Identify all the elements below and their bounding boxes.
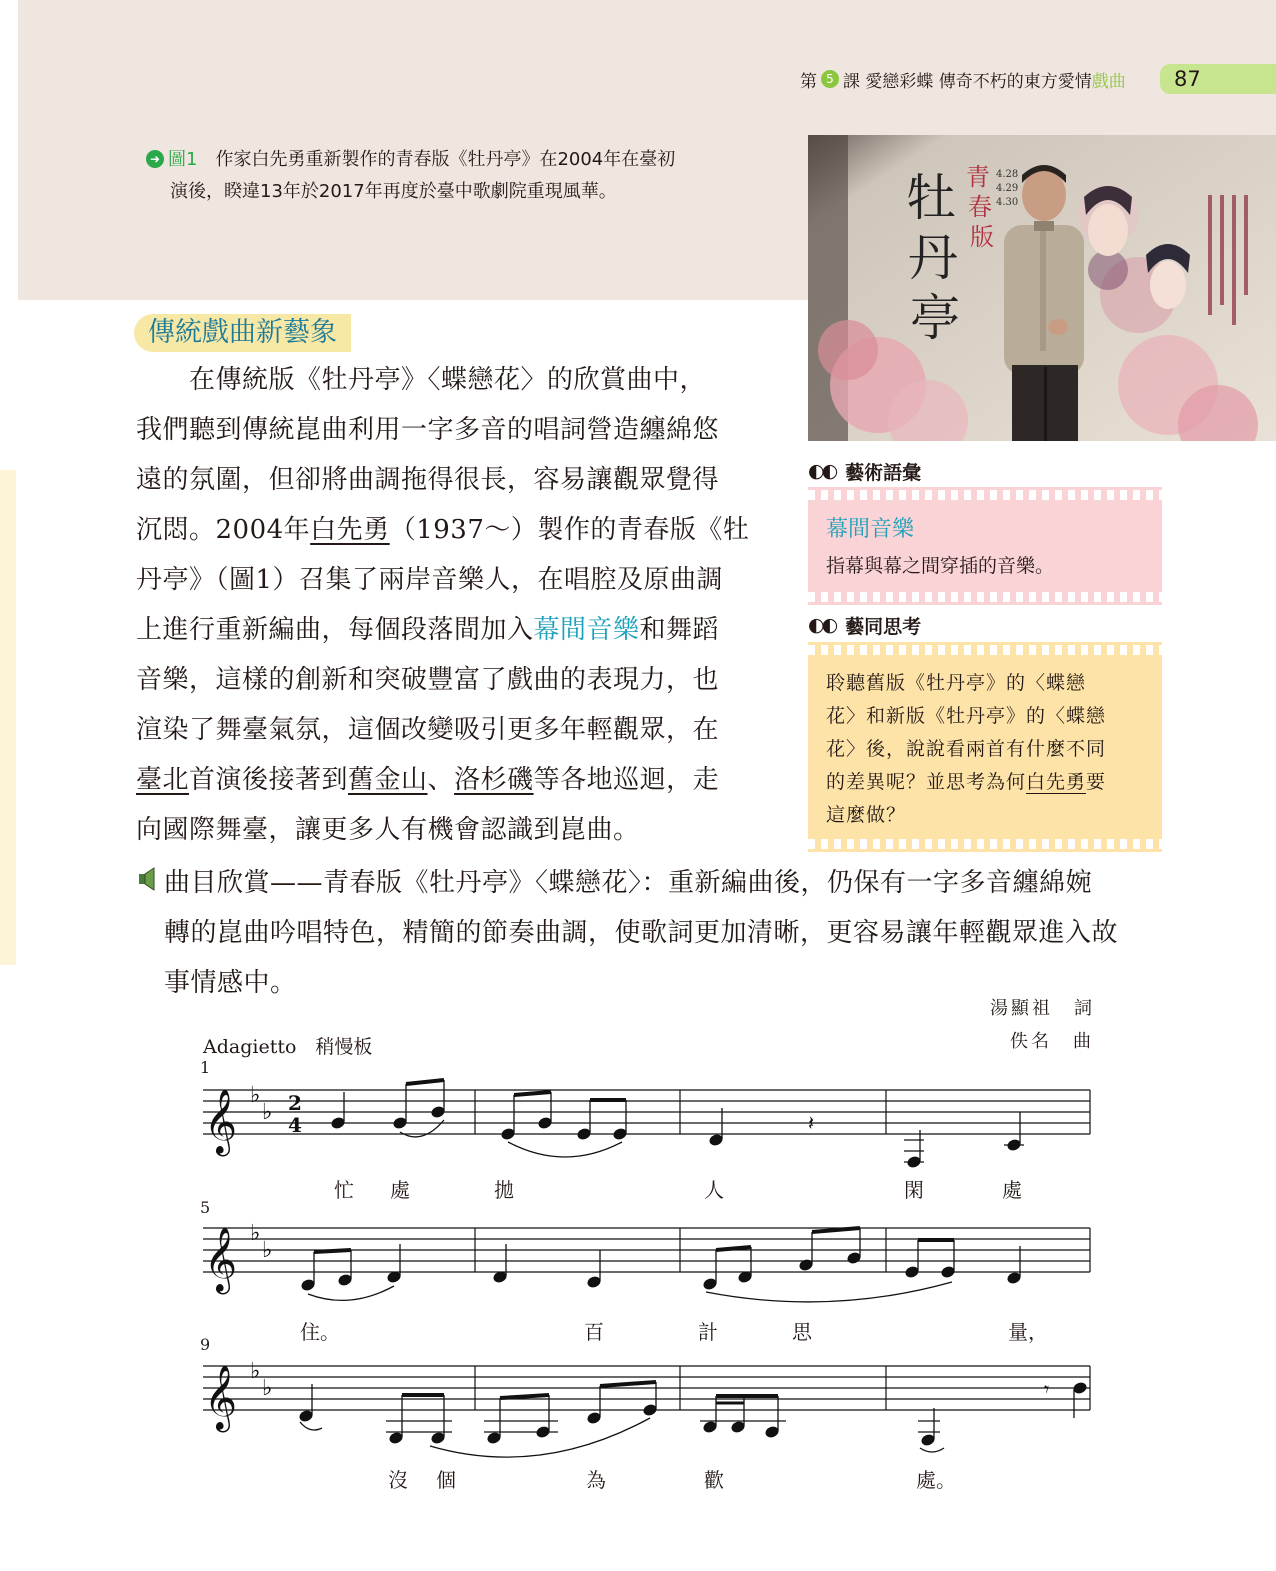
- page-number: 87: [1160, 64, 1276, 94]
- header-prefix: 第: [800, 71, 817, 92]
- body-line-1: 在傳統版《牡丹亭》〈蝶戀花〉的欣賞曲中，: [136, 365, 707, 395]
- art-think-line-4-b: 要: [1086, 771, 1107, 793]
- caption-line-1: 作家白先勇重新製作的青春版《牡丹亭》在2004年在臺初: [215, 149, 676, 170]
- body-line-8: 渲染了舞臺氣氛，這個改變吸引更多年輕觀眾，在: [136, 715, 720, 745]
- tempo-marking: Adagietto 稍慢板: [203, 1036, 373, 1058]
- lyric-1-6: 處: [1002, 1178, 1022, 1202]
- caption-line-2: 演後，睽違13年於2017年再度於臺中歌劇院重現風華。: [170, 181, 617, 202]
- flat-2a: ♭: [250, 1221, 261, 1246]
- treble-clef-3: 𝄞: [204, 1365, 238, 1430]
- treble-clef-1: 𝄞: [204, 1089, 238, 1154]
- staff-3: [203, 1366, 1090, 1410]
- body-line-7: 音樂，這樣的創新和突破豐富了戲曲的表現力，也: [136, 665, 720, 695]
- appreciation-line-3: 事情感中。: [164, 968, 297, 998]
- art-think-line-3: 花〉後，說說看兩首有什麼不同: [826, 738, 1107, 760]
- vocab-definition: 指幕與幕之間穿插的音樂。: [826, 555, 1055, 577]
- body-line-9-b: 、: [427, 765, 455, 795]
- lyric-2-4: 思: [792, 1320, 812, 1344]
- flat-1b: ♭: [262, 1100, 273, 1125]
- body-line-4-b: （1937～）製作的青春版《牡: [389, 515, 750, 545]
- notes-staff-2: [301, 1228, 1021, 1291]
- flat-2b: ♭: [262, 1238, 273, 1263]
- art-think-line-1: 聆聽舊版《牡丹亭》的〈蝶戀: [826, 672, 1087, 694]
- art-think-line-5: 這麼做？: [826, 804, 907, 826]
- poster-date-3: 4.30: [996, 197, 1019, 208]
- slurs: [300, 1120, 952, 1457]
- figure-label: 圖1: [168, 149, 198, 170]
- body-line-9-a: 首演後接著到: [189, 765, 349, 795]
- lyric-1-4: 人: [704, 1178, 724, 1202]
- poster-title-char-1: 牡: [906, 169, 956, 227]
- art-think-heading-text: 藝同思考: [845, 615, 922, 638]
- treble-clef-2: 𝄞: [204, 1227, 238, 1292]
- vocab-term: 幕間音樂: [826, 517, 915, 542]
- lyric-1-3: 拋: [494, 1178, 514, 1202]
- measure-number-9: 9: [200, 1335, 211, 1354]
- body-line-6-b: 和舞蹈: [639, 615, 720, 645]
- lyricist-credit: 湯顯祖 詞: [990, 998, 1095, 1019]
- lyric-3-4: 歡: [704, 1468, 724, 1492]
- lyric-2-2: 百: [584, 1320, 604, 1344]
- svg-text:𝄾: 𝄾: [1044, 1377, 1050, 1401]
- place-los-angeles: 洛杉磯: [454, 765, 534, 795]
- vocab-heading-text: 藝術語彙: [845, 461, 922, 484]
- lyric-2-5: 量，: [1008, 1320, 1048, 1344]
- flat-3b: ♭: [262, 1376, 273, 1401]
- notes-staff-3: [299, 1377, 1087, 1446]
- composer-credit: 佚名 曲: [1010, 1031, 1094, 1052]
- body-line-10: 向國際舞臺，讓更多人有機會認識到崑曲。: [136, 815, 640, 845]
- lyric-3-3: 為: [586, 1468, 606, 1492]
- body-line-4-a: 沉悶。2004年: [136, 515, 311, 545]
- caption-arrow-icon: ➜: [146, 150, 164, 168]
- poster-title-char-2: 丹: [908, 229, 958, 287]
- poster-date-1: 4.28: [996, 169, 1019, 180]
- lyric-3-5: 處。: [916, 1468, 956, 1492]
- body-line-9-c: 等各地巡迴，走: [533, 765, 720, 795]
- poster-date-2: 4.29: [996, 183, 1019, 194]
- term-interlude-music: 幕間音樂: [533, 615, 640, 645]
- time-sig-bottom: 4: [288, 1113, 302, 1137]
- art-think-line-2: 花〉和新版《牡丹亭》的〈蝶戀: [826, 705, 1107, 727]
- lyric-3-1: 沒: [388, 1468, 408, 1492]
- poster-subtitle-1: 青: [966, 163, 990, 191]
- poster-title-char-3: 亭: [910, 289, 960, 347]
- person-name-bai: 白先勇: [310, 515, 390, 545]
- flat-1a: ♭: [250, 1083, 261, 1108]
- time-sig-top: 2: [288, 1091, 302, 1115]
- poster-subtitle-2: 春: [968, 193, 992, 221]
- place-taipei: 臺北: [136, 765, 190, 795]
- notes-staff-1: [331, 1080, 1024, 1168]
- cc-icon: ◐◐: [808, 614, 836, 636]
- cc-icon: ◐◐: [808, 460, 836, 482]
- lyric-3-2: 個: [436, 1468, 456, 1492]
- art-think-line-4-a: 的差異呢？並思考為何: [826, 771, 1027, 793]
- body-line-3: 遠的氛圍，但卻將曲調拖得很長，容易讓觀眾覺得: [136, 465, 720, 495]
- flat-3a: ♭: [250, 1359, 261, 1384]
- section-title: 傳統戲曲新藝象: [134, 314, 351, 352]
- lyric-2-1: 住。: [300, 1320, 340, 1344]
- body-line-6-a: 上進行重新編曲，每個段落間加入: [136, 615, 534, 645]
- svg-text:𝄽: 𝄽: [808, 1111, 815, 1135]
- appreciation-line-1: 曲目欣賞——青春版《牡丹亭》〈蝶戀花〉：重新編曲後，仍保有一字多音纏綿婉: [164, 868, 1093, 898]
- body-line-5: 丹亭》（圖1）召集了兩岸音樂人，在唱腔及原曲調: [136, 565, 724, 595]
- lyric-1-2: 處: [390, 1178, 410, 1202]
- person-name-bai: 白先勇: [1026, 771, 1087, 793]
- lesson-title-accent: 戲曲: [1091, 71, 1126, 92]
- place-san-francisco: 舊金山: [348, 765, 428, 795]
- poster-subtitle-3: 版: [970, 223, 994, 251]
- lyric-1-5: 閑: [904, 1178, 924, 1202]
- lesson-title: 課 愛戀彩蝶 傳奇不朽的東方愛情: [843, 71, 1092, 92]
- lyric-2-3: 計: [698, 1320, 718, 1344]
- lyric-1-1: 忙: [334, 1178, 354, 1202]
- measure-number-5: 5: [200, 1198, 211, 1217]
- measure-number-1: 1: [200, 1058, 211, 1077]
- body-line-2: 我們聽到傳統崑曲利用一字多音的唱詞營造纏綿悠: [136, 415, 720, 445]
- appreciation-line-2: 轉的崑曲吟唱特色，精簡的節奏曲調，使歌詞更加清晰，更容易讓年輕觀眾進入故: [164, 918, 1119, 948]
- lesson-number-badge: 5: [821, 70, 839, 88]
